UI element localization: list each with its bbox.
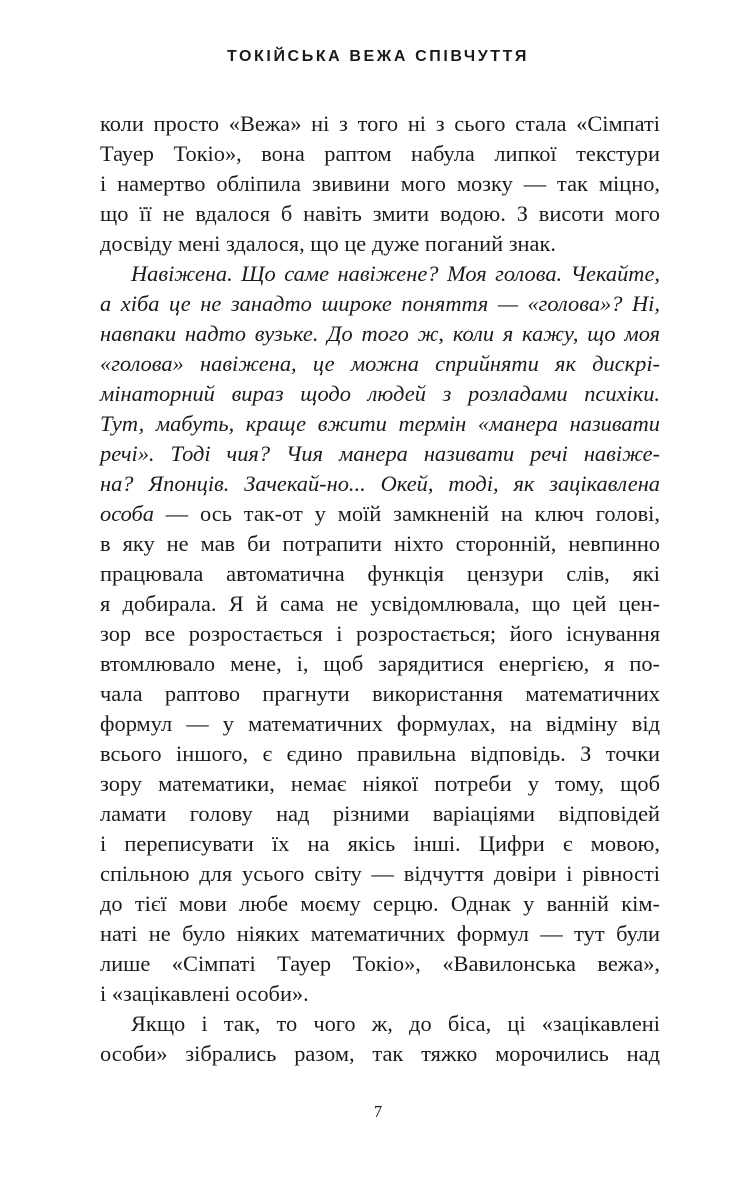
text-line: [100, 259, 660, 289]
text-line: [100, 679, 660, 709]
text-line: [100, 229, 660, 259]
text-line: [100, 499, 660, 529]
text-segment: Якщо і так, то чого ж, до біса, ці «зацікавлені: [131, 1011, 660, 1036]
text-segment: наті не було ніяких математичних формул — тут були: [100, 921, 660, 946]
text-line: [100, 559, 660, 589]
text-line: [100, 649, 660, 679]
text-line: [100, 769, 660, 799]
text-segment: і переписувати їх на якісь інші. Цифри є мовою,: [100, 831, 660, 856]
text-segment: спільною для усього світу — відчуття довіри і рівності: [100, 861, 660, 886]
text-line: [100, 349, 660, 379]
text-segment: зор все розростається і розростається; його існування: [100, 621, 660, 646]
text-segment: досвіду мені здалося, що це дуже поганий знак.: [100, 231, 556, 256]
text-block: [100, 109, 660, 1069]
text-line: [100, 619, 660, 649]
text-segment: і намертво обліпила звивини мого мозку — так міцно,: [100, 171, 660, 196]
text-line: [100, 109, 660, 139]
text-segment: формул — у математичних формулах, на відміну від: [100, 711, 660, 736]
text-line: [100, 439, 660, 469]
text-segment: — ось так-от у моїй замкненій на ключ голові,: [153, 501, 660, 526]
italic-text-segment: а хіба це не занадто широке поняття — «голова»? Ні,: [100, 291, 660, 316]
text-segment: коли просто «Вежа» ні з того ні з сього стала «Сімпаті: [100, 111, 660, 136]
text-line: [100, 169, 660, 199]
italic-text-segment: Тут, мабуть, краще вжити термін «манера називати: [100, 411, 660, 436]
text-line: [100, 709, 660, 739]
text-line: [100, 1039, 660, 1069]
text-line: [100, 799, 660, 829]
text-segment: до тієї мови любе моєму серцю. Однак у ванній кім-: [100, 891, 660, 916]
text-line: [100, 379, 660, 409]
text-line: [100, 859, 660, 889]
text-line: [100, 469, 660, 499]
text-segment: Тауер Токіо», вона раптом набула липкої текстури: [100, 141, 660, 166]
italic-text-segment: Навіжена. Що саме навіжене? Моя голова. Чекайте,: [131, 261, 660, 286]
text-line: [100, 889, 660, 919]
page-number: 7: [373, 1102, 383, 1121]
text-line: [100, 199, 660, 229]
text-segment: ламати голову над різними варіаціями відповідей: [100, 801, 660, 826]
italic-text-segment: мінаторний вираз щодо людей з розладами психіки.: [100, 381, 660, 406]
italic-text-segment: на? Японців. Зачекай-но... Окей, тоді, як зацікавлена: [100, 471, 660, 496]
text-segment: що її не вдалося б навіть змити водою. З висоти мого: [100, 201, 660, 226]
italic-text-segment: особа: [100, 501, 154, 526]
running-header: ТОКІЙСЬКА ВЕЖА СПІВЧУТТЯ: [227, 48, 529, 65]
text-segment: особи» зібрались разом, так тяжко морочились над: [100, 1041, 660, 1066]
text-line: [100, 949, 660, 979]
text-line: [100, 409, 660, 439]
italic-text-segment: «голова» навіжена, це можна сприйняти як дискрі-: [100, 351, 660, 376]
text-segment: працювала автоматична функція цензури слів, які: [100, 561, 660, 586]
text-line: [100, 319, 660, 349]
text-line: [100, 589, 660, 619]
text-segment: всього іншого, є єдино правильна відповідь. З точки: [100, 741, 660, 766]
text-segment: зору математики, немає ніякої потреби у тому, щоб: [100, 771, 660, 796]
text-line: [100, 289, 660, 319]
text-line: [100, 979, 660, 1009]
italic-text-segment: навпаки надто вузьке. До того ж, коли я кажу, що моя: [100, 321, 660, 346]
text-segment: я добирала. Я й сама не усвідомлювала, що цей цен-: [100, 591, 660, 616]
text-segment: втомлювало мене, і, щоб зарядитися енергією, я по-: [100, 651, 660, 676]
text-line: [100, 739, 660, 769]
text-line: [100, 1009, 660, 1039]
text-segment: лише «Сімпаті Тауер Токіо», «Вавилонська вежа»,: [100, 951, 660, 976]
text-segment: в яку не мав би потрапити ніхто сторонній, невпинно: [100, 531, 660, 556]
text-segment: і «зацікавлені особи».: [100, 981, 309, 1006]
text-line: [100, 529, 660, 559]
text-segment: чала раптово прагнути використання математичних: [100, 681, 660, 706]
text-line: [100, 919, 660, 949]
italic-text-segment: речі». Тоді чия? Чия манера називати речі навіже-: [100, 441, 660, 466]
text-line: [100, 139, 660, 169]
text-line: [100, 829, 660, 859]
